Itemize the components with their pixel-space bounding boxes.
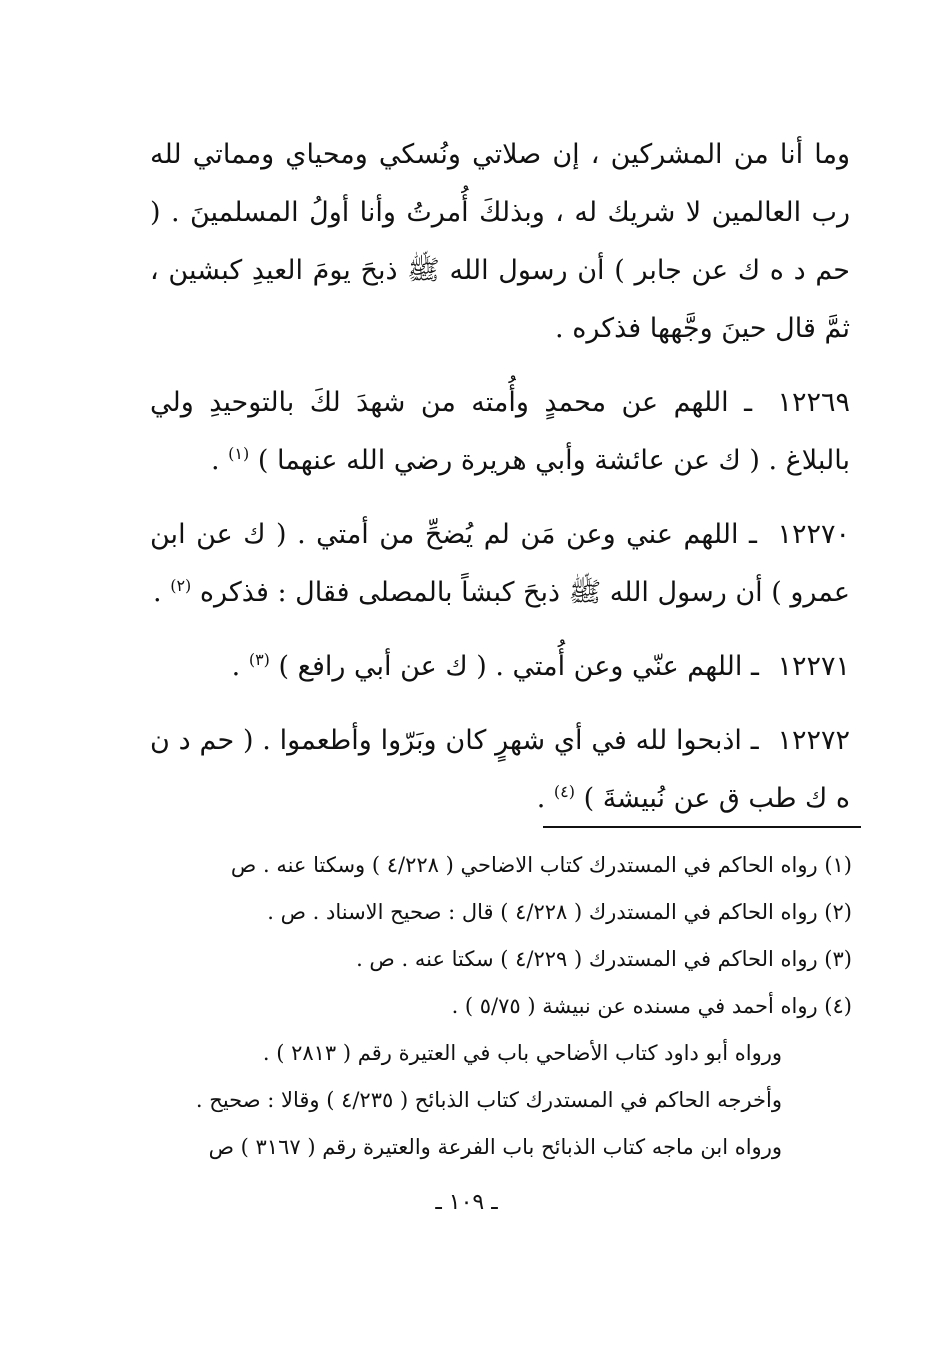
- hadith-end: .: [231, 651, 241, 682]
- footnotes: [150, 842, 852, 1171]
- page-number: ـ ١٠٩ ـ: [435, 1190, 498, 1215]
- hadith-number: ١٢٢٧٢: [777, 725, 850, 756]
- footnote-4-continuation: وأخرجه الحاكم في المستدرك كتاب الذبائح ( ٤/٢٣٥ ) وقالا : صحيح .: [195, 1088, 782, 1112]
- hadith-entry-12269: [150, 374, 850, 490]
- footnote-1: (١) رواه الحاكم في المستدرك كتاب الاضاحي ( ٤/٢٢٨ ) وسكتا عنه . ص: [230, 853, 852, 877]
- hadith-entry-12271: [150, 638, 850, 696]
- hadith-text: ـ اللهم عني وعن مَن لم يُضحِّ من أمتي . ( ك عن ابن عمرو ) أن رسول الله ﷺ ذبحَ كبشاً بالمصلى فقال : فذكره: [150, 519, 850, 608]
- footnote-ref: (١): [228, 444, 250, 463]
- hadith-text: ـ اللهم عنّي وعن أُمتي . ( ك عن أبي رافع ): [278, 651, 759, 682]
- main-text: [150, 126, 850, 828]
- hadith-number: ١٢٢٧١: [777, 651, 850, 682]
- hadith-entry-12270: [150, 506, 850, 622]
- hadith-end: .: [210, 445, 220, 476]
- hadith-end: .: [153, 577, 162, 608]
- intro-paragraph: وما أنا من المشركين ، إن صلاتي ونُسكي ومحياي ومماتي لله رب العالمين لا شريك له ، وبذلكَ أُمرتُ وأنا أولُ المسلمينَ . ( حم د ه ك عن جابر ) أن رسول الله ﷺ ذبحَ يومَ العيدِ كبشين ، ثمَّ قال حينَ وجَّهها فذكره .: [150, 139, 850, 344]
- hadith-text: ـ اذبحوا لله في أي شهرٍ كان وبَرّوا وأطعموا . ( حم د ن ه ك طب ق عن نُبيشةَ ): [150, 725, 850, 814]
- hadith-number: ١٢٢٦٩: [777, 387, 850, 418]
- footnote-ref: (٤): [553, 782, 575, 801]
- footnote-ref: (٣): [248, 650, 270, 669]
- footnote-2: (٢) رواه الحاكم في المستدرك ( ٤/٢٢٨ ) قال : صحيح الاسناد . ص .: [267, 900, 852, 924]
- hadith-text: ـ اللهم عن محمدٍ وأُمته من شهدَ لكَ بالتوحيدِ ولي بالبلاغ . ( ك عن عائشة وأبي هريرة رضي الله عنهما ): [150, 387, 850, 476]
- footnote-3: (٣) رواه الحاكم في المستدرك ( ٤/٢٢٩ ) سكتا عنه . ص .: [356, 947, 852, 971]
- hadith-end: .: [536, 783, 546, 814]
- footnote-ref: (٢): [170, 576, 192, 595]
- footnote-divider: [543, 826, 861, 828]
- footnote-4-continuation: ورواه أبو داود كتاب الأضاحي باب في العتيرة رقم ( ٢٨١٣ ) .: [262, 1041, 782, 1065]
- footnote-4-continuation: ورواه ابن ماجه كتاب الذبائح باب الفرعة والعتيرة رقم ( ٣١٦٧ ) ص: [208, 1135, 782, 1159]
- footnote-4: (٤) رواه أحمد في مسنده عن نبيشة ( ٥/٧٥ ) .: [451, 994, 852, 1018]
- hadith-number: ١٢٢٧٠: [777, 519, 850, 550]
- hadith-entry-12272: [150, 712, 850, 828]
